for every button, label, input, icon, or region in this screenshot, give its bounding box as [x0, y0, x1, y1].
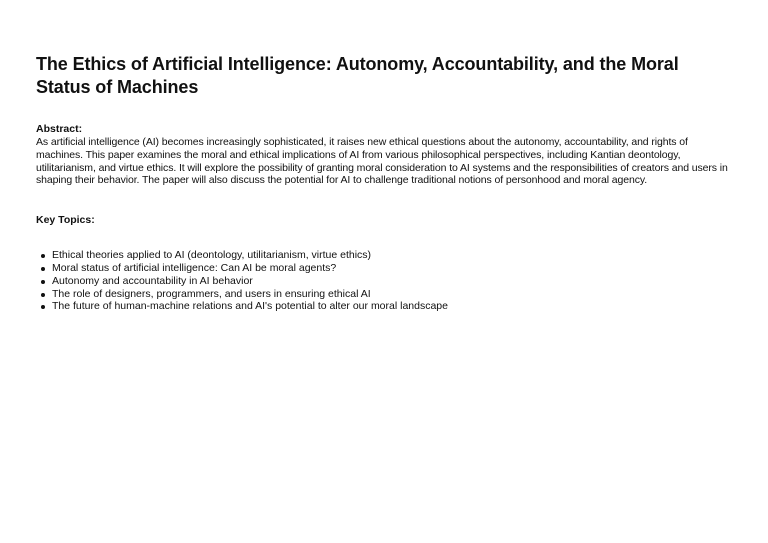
list-item-text: The role of designers, programmers, and users in ensuring ethical AI: [52, 287, 371, 300]
list-item-text: Autonomy and accountability in AI behavior: [52, 274, 253, 287]
list-item-text: Moral status of artificial intelligence: Can AI be moral agents?: [52, 261, 337, 274]
bullet-icon: [41, 280, 45, 284]
abstract-label: Abstract:: [36, 123, 83, 135]
abstract-section: [36, 123, 728, 187]
list-item: [52, 275, 728, 288]
list-item-text: The future of human-machine relations and AI's potential to alter our moral landscape: [52, 300, 448, 313]
bullet-icon: [41, 267, 45, 271]
bullet-icon: [41, 305, 45, 309]
key-topics-label: Key Topics:: [36, 214, 95, 227]
paper-title: The Ethics of Artificial Intelligence: Autonomy, Accountability, and the Moral Status of Machines: [36, 54, 679, 97]
key-topics-list: [36, 249, 728, 313]
list-item: [52, 300, 728, 313]
bullet-icon: [41, 254, 45, 258]
abstract-text: As artificial intelligence (AI) becomes increasingly sophisticated, it raises new ethical questions about the autonomy, accountability, and rights of machines. This paper examines the moral and ethical implications of AI from various philosophical perspectives, including Kantian deontology, utilitarianism, and virtue ethics. It will explore the possibility of granting moral consideration to AI systems and the responsibilities of creators and users in shaping their behavior. The paper will also discuss the potential for AI to challenge traditional notions of personhood and moral agency.: [36, 136, 728, 187]
key-topics-section: [36, 214, 728, 313]
bullet-icon: [41, 293, 45, 297]
list-item: [52, 288, 728, 301]
list-item: [52, 249, 728, 262]
list-item: [52, 262, 728, 275]
list-item-text: Ethical theories applied to AI (deontology, utilitarianism, virtue ethics): [52, 249, 372, 262]
